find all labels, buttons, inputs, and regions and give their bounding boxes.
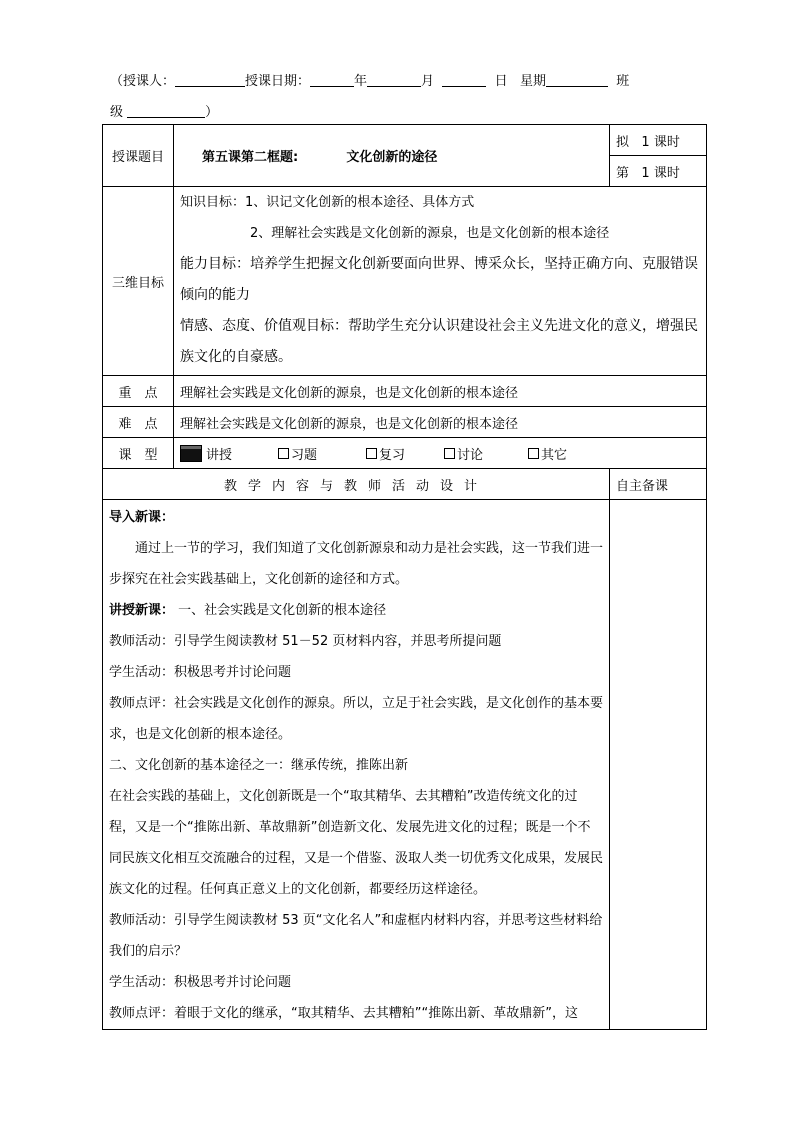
plan-hours-value: 1 课时	[641, 134, 680, 150]
checkbox-icon	[444, 448, 455, 459]
difficulty-text: 理解社会实践是文化创新的源泉，也是文化创新的根本途径	[174, 407, 707, 438]
objectives-cell	[174, 187, 707, 376]
class-blank[interactable]	[127, 103, 205, 118]
day-label: 日	[494, 74, 508, 89]
option-other[interactable]: 其它	[528, 444, 567, 463]
ability-objective: 能力目标：培养学生把握文化创新要面向世界、博采众长，坚持正确方向、克服错误倾向的能力	[180, 256, 698, 303]
student-activity-1: 学生活动：积极思考并讨论问题	[109, 665, 292, 680]
teacher-comment-2: 教师点评：着眼于文化的继承，“取其精华、去其糟粕”“推陈出新、革故鼎新”，这	[109, 1006, 578, 1021]
lesson-number: 第五课第二框题:	[202, 150, 299, 165]
lesson-plan-table	[102, 124, 707, 1030]
teacher-comment-1: 教师点评：社会实践是文化创作的源泉。所以，立足于社会实践，是文化创作的基本要求，也是文化创新的根本途径。	[109, 696, 604, 742]
design-content-row	[103, 500, 707, 1030]
checkbox-icon	[366, 448, 377, 459]
lesson-type-label: 课 型	[103, 438, 174, 469]
new-lesson-line	[109, 595, 603, 626]
month-label: 月	[421, 74, 435, 89]
difficulty-row	[103, 407, 707, 438]
objectives-row	[103, 187, 707, 376]
option-exercise[interactable]: 习题	[278, 444, 366, 463]
key-point-label: 重 点	[103, 376, 174, 407]
plan-hours-label: 拟	[616, 134, 630, 150]
section-2-title: 二、文化创新的基本途径之一：继承传统，推陈出新	[109, 758, 409, 773]
weekday-blank[interactable]	[546, 72, 608, 87]
key-point-text: 理解社会实践是文化创新的源泉，也是文化创新的根本途径	[174, 376, 707, 407]
date-label: 授课日期：	[245, 74, 311, 89]
key-point-row	[103, 376, 707, 407]
option-discussion[interactable]: 讨论	[444, 444, 528, 463]
self-prep-label: 自主备课	[610, 469, 707, 500]
knowledge-objective-2: 2、理解社会实践是文化创新的源泉，也是文化创新的根本途径	[250, 226, 610, 241]
topic-label: 授课题目	[103, 125, 174, 187]
option-lecture[interactable]: 讲授	[180, 444, 278, 463]
class-label-2: 级	[110, 105, 124, 120]
weekday-label: 星期	[520, 74, 547, 89]
header-line	[110, 66, 700, 128]
teacher-label: （授课人：	[110, 74, 176, 89]
current-hour-value: 1 课时	[641, 165, 680, 181]
new-lesson-heading: 讲授新课：	[109, 603, 175, 618]
new-lesson-title: 一、社会实践是文化创新的根本途径	[178, 603, 387, 618]
year-label: 年	[354, 74, 368, 89]
day-blank[interactable]	[442, 72, 486, 87]
teacher-blank[interactable]	[175, 72, 245, 87]
design-heading-row	[103, 469, 707, 500]
checkbox-icon	[278, 448, 289, 459]
topic-cell	[174, 125, 610, 187]
design-heading: 教学内容与教师活动设计	[103, 469, 610, 500]
teacher-activity-2: 教师活动：引导学生阅读教材 53 页“文化名人”和虚框内材料内容，并思考这些材料给我们的启示？	[109, 913, 603, 959]
current-hour-cell	[610, 156, 707, 187]
difficulty-label: 难 点	[103, 407, 174, 438]
year-blank[interactable]	[310, 72, 354, 87]
checked-box-icon	[180, 445, 202, 462]
design-content	[103, 500, 610, 1030]
class-label-1: 班	[616, 74, 630, 89]
plan-hours-cell	[610, 125, 707, 156]
current-hour-label: 第	[616, 165, 630, 181]
lesson-title: 文化创新的途径	[346, 150, 438, 165]
topic-row	[103, 125, 707, 156]
emotion-objective: 情感、态度、价值观目标：帮助学生充分认识建设社会主义先进文化的意义，增强民族文化的自豪感。	[180, 318, 698, 365]
student-activity-2: 学生活动：积极思考并讨论问题	[109, 975, 292, 990]
lesson-type-options	[174, 438, 707, 469]
self-prep-area[interactable]	[610, 500, 707, 1030]
intro-heading: 导入新课：	[109, 510, 175, 525]
knowledge-objective-1: 知识目标：1、识记文化创新的根本途径、具体方式	[180, 195, 475, 210]
header-close: ）	[205, 105, 219, 120]
lesson-type-row	[103, 438, 707, 469]
month-blank[interactable]	[367, 72, 421, 87]
option-review[interactable]: 复习	[366, 444, 444, 463]
checkbox-icon	[528, 448, 539, 459]
teacher-activity-1: 教师活动：引导学生阅读教材 51－52 页材料内容，并思考所提问题	[109, 634, 502, 649]
intro-text: 通过上一节的学习，我们知道了文化创新源泉和动力是社会实践，这一节我们进一步探究在社会实践基础上，文化创新的途径和方式。	[109, 541, 604, 587]
section-2-paragraph: 在社会实践的基础上，文化创新既是一个“取其精华、去其糟粕”改造传统文化的过程，又是一个“推陈出新、革故鼎新”创造新文化、发展先进文化的过程；既是一个不同民族文化相互交流融合的过程，又是一个借鉴、汲取人类一切优秀文化成果，发展民族文化的过程。任何真正意义上的文化创新，都要经历这样途径。	[109, 789, 604, 897]
objectives-label: 三维目标	[103, 187, 174, 376]
